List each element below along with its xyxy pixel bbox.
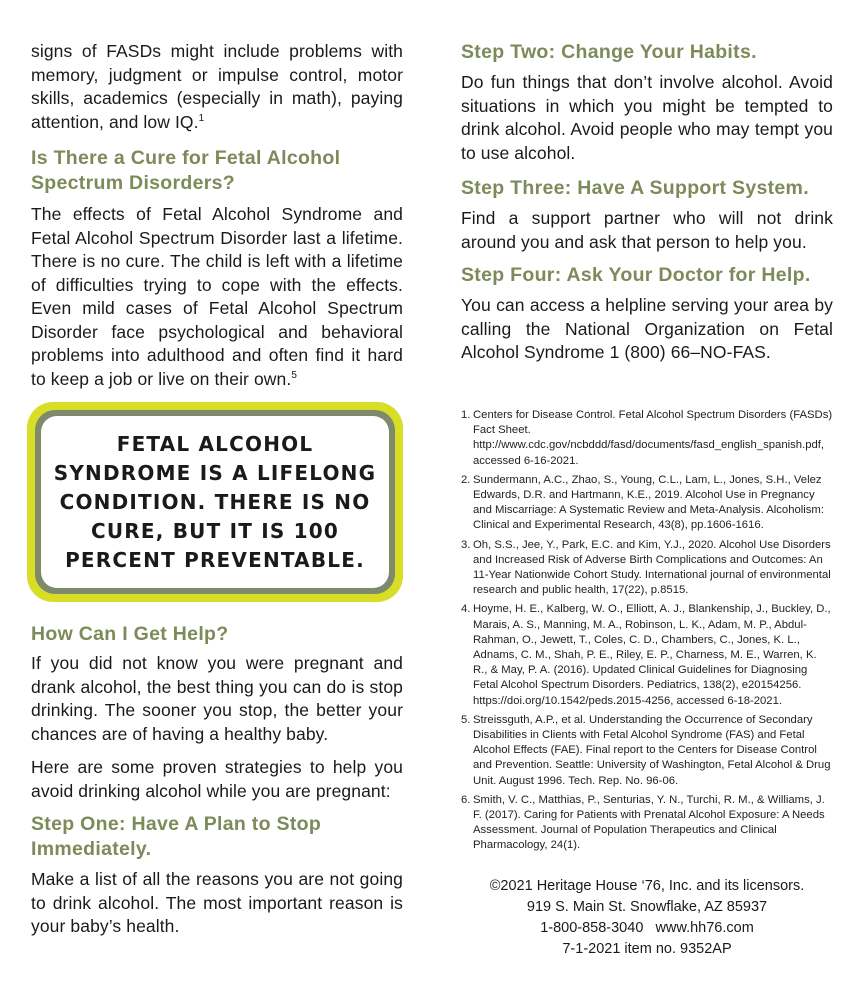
- callout-inner: [41, 416, 389, 588]
- step-three-paragraph: Find a support partner who will not drink around you and ask that person to help you.: [461, 208, 833, 252]
- reference-text: Oh, S.S., Jee, Y., Park, E.C. and Kim, Y.J., 2020. Alcohol Use Disorders and Increased Risk of Adverse Birth Complications and Outcomes: An 11-Year Nationwide Cohort Study. International journal of environmental research and public health, 17(22), p.8515.: [473, 538, 831, 597]
- reference-item: [461, 602, 833, 708]
- step-two-paragraph: Do fun things that don’t involve alcohol. Avoid situations in which you might be tempted to drink alcohol. Avoid people who may tempt you to use alcohol.: [461, 72, 833, 163]
- reference-number: 2.: [461, 473, 471, 486]
- intro-text: signs of FASDs might include problems with memory, judgment or impulse control, motor skills, academics (especially in math), paying attention, and low IQ.: [31, 41, 403, 132]
- step-one-paragraph: Make a list of all the reasons you are not going to drink alcohol. The most important reason is your baby’s health.: [31, 869, 403, 936]
- reference-number: 3.: [461, 538, 471, 551]
- reference-item: [461, 793, 833, 854]
- references-list: [461, 408, 833, 858]
- help-heading: How Can I Get Help?: [31, 623, 229, 645]
- step-one-heading: Step One: Have A Plan to Stop Immediately.: [31, 813, 322, 860]
- reference-text: Hoyme, H. E., Kalberg, W. O., Elliott, A. J., Blankenship, J., Buckley, D., Marais, A. S., Manning, M. A., Robinson, L. K., Adam, M. P., Abdul-Rahman, O., Jewett, T., Coles, C. D., Chambers, C., Jones, K. L., Adnams, C. M., Shah, P. E., Riley, E. P., Charness, M. E., Warren, K. R., & May, P. A. (2016). Updated Clinical Guidelines for Diagnosing Fetal Alcohol Spectrum Disorders. Pediatrics, 138(2), e20154256. https://doi.org/10.1542/peds.2015-4256, accessed 6-18-2021.: [473, 603, 831, 707]
- reference-item: [461, 538, 833, 599]
- footnote-ref: 5: [291, 369, 297, 381]
- footer-copyright: ©2021 Heritage House ‘76, Inc. and its licensors.: [489, 878, 805, 894]
- footer-contact: 1-800-858-3040 www.hh76.com: [540, 920, 754, 936]
- callout-border: [35, 410, 395, 594]
- reference-item: [461, 408, 833, 469]
- step-four-heading: Step Four: Ask Your Doctor for Help.: [461, 264, 811, 286]
- cure-text: The effects of Fetal Alcohol Syndrome and Fetal Alcohol Spectrum Disorder last a lifetime. There is no cure. The child is left with a lifetime of difficulties trying to cope with the effects. Even mild cases of Fetal Alcohol Spectrum Disorder face psychological and behavioral problems into adulthood and often find it hard to keep a job or live on their own.: [31, 204, 403, 389]
- callout-text: FETAL ALCOHOL SYNDROME IS A LIFELONG CONDITION. THERE IS NO CURE, BUT IT IS 100 PERCENT PREVENTABLE.: [53, 431, 377, 572]
- step-four-paragraph: You can access a helpline serving your area by calling the National Organization on Fetal Alcohol Syndrome 1 (800) 66–NO-FAS.: [461, 295, 833, 362]
- reference-number: 6.: [461, 793, 471, 806]
- cure-paragraph: [31, 203, 403, 391]
- step-two-heading: Step Two: Change Your Habits.: [461, 41, 757, 63]
- reference-text: Streissguth, A.P., et al. Understanding the Occurrence of Secondary Disabilities in Clients with Fetal Alcohol Syndrome (FAS) and Fetal Alcohol Effects (FAE). Final report to the Centers for Disease Control and Prevention. Seattle: University of Washington, Fetal Alcohol & Drug Unit. August 1996. Tech. Rep. No. 96-06.: [473, 713, 831, 787]
- reference-item: [461, 473, 833, 534]
- footer: [461, 876, 833, 960]
- help-paragraph-1: If you did not know you were pregnant and drank alcohol, the best thing you can do is stop drinking. The sooner you stop, the better your chances are of having a healthy baby.: [31, 653, 403, 744]
- help-paragraph-2: Here are some proven strategies to help you avoid drinking alcohol while you are pregnant:: [31, 757, 403, 801]
- footnote-ref: 1: [198, 112, 205, 124]
- intro-paragraph: [31, 40, 403, 134]
- step-three-heading: Step Three: Have A Support System.: [461, 177, 809, 199]
- reference-text: Centers for Disease Control. Fetal Alcohol Spectrum Disorders (FASDs) Fact Sheet. http://www.cdc.gov/ncbddd/fasd/documents/fasd_english_spanish.pdf, accessed 6-16-2021.: [473, 409, 833, 467]
- reference-number: 4.: [461, 603, 471, 616]
- callout-box: [27, 402, 403, 602]
- footer-item-number: 7-1-2021 item no. 9352AP: [562, 941, 732, 957]
- cure-heading: Is There a Cure for Fetal Alcohol Spectrum Disorders?: [31, 147, 341, 194]
- reference-number: 1.: [461, 409, 471, 421]
- reference-text: Sundermann, A.C., Zhao, S., Young, C.L., Lam, L., Jones, S.H., Velez Edwards, D.R. and Hartmann, K.E., 2019. Alcohol Use in Pregnancy and Miscarriage: A Systematic Review and Meta-Analysis. Alcoholism: Clinical and Experimental Research, 43(8), pp.1606-1616.: [473, 473, 824, 532]
- reference-number: 5.: [461, 713, 471, 726]
- reference-text: Smith, V. C., Matthias, P., Senturias, Y. N., Turchi, R. M., & Williams, J. F. (2017). Caring for Patients with Prenatal Alcohol Exposure: A Needs Assessment. Journal of Population Therapeutics and Clinical Pharmacology, 24(1).: [473, 793, 825, 852]
- reference-item: [461, 713, 833, 789]
- footer-address: 919 S. Main St. Snowflake, AZ 85937: [526, 899, 768, 915]
